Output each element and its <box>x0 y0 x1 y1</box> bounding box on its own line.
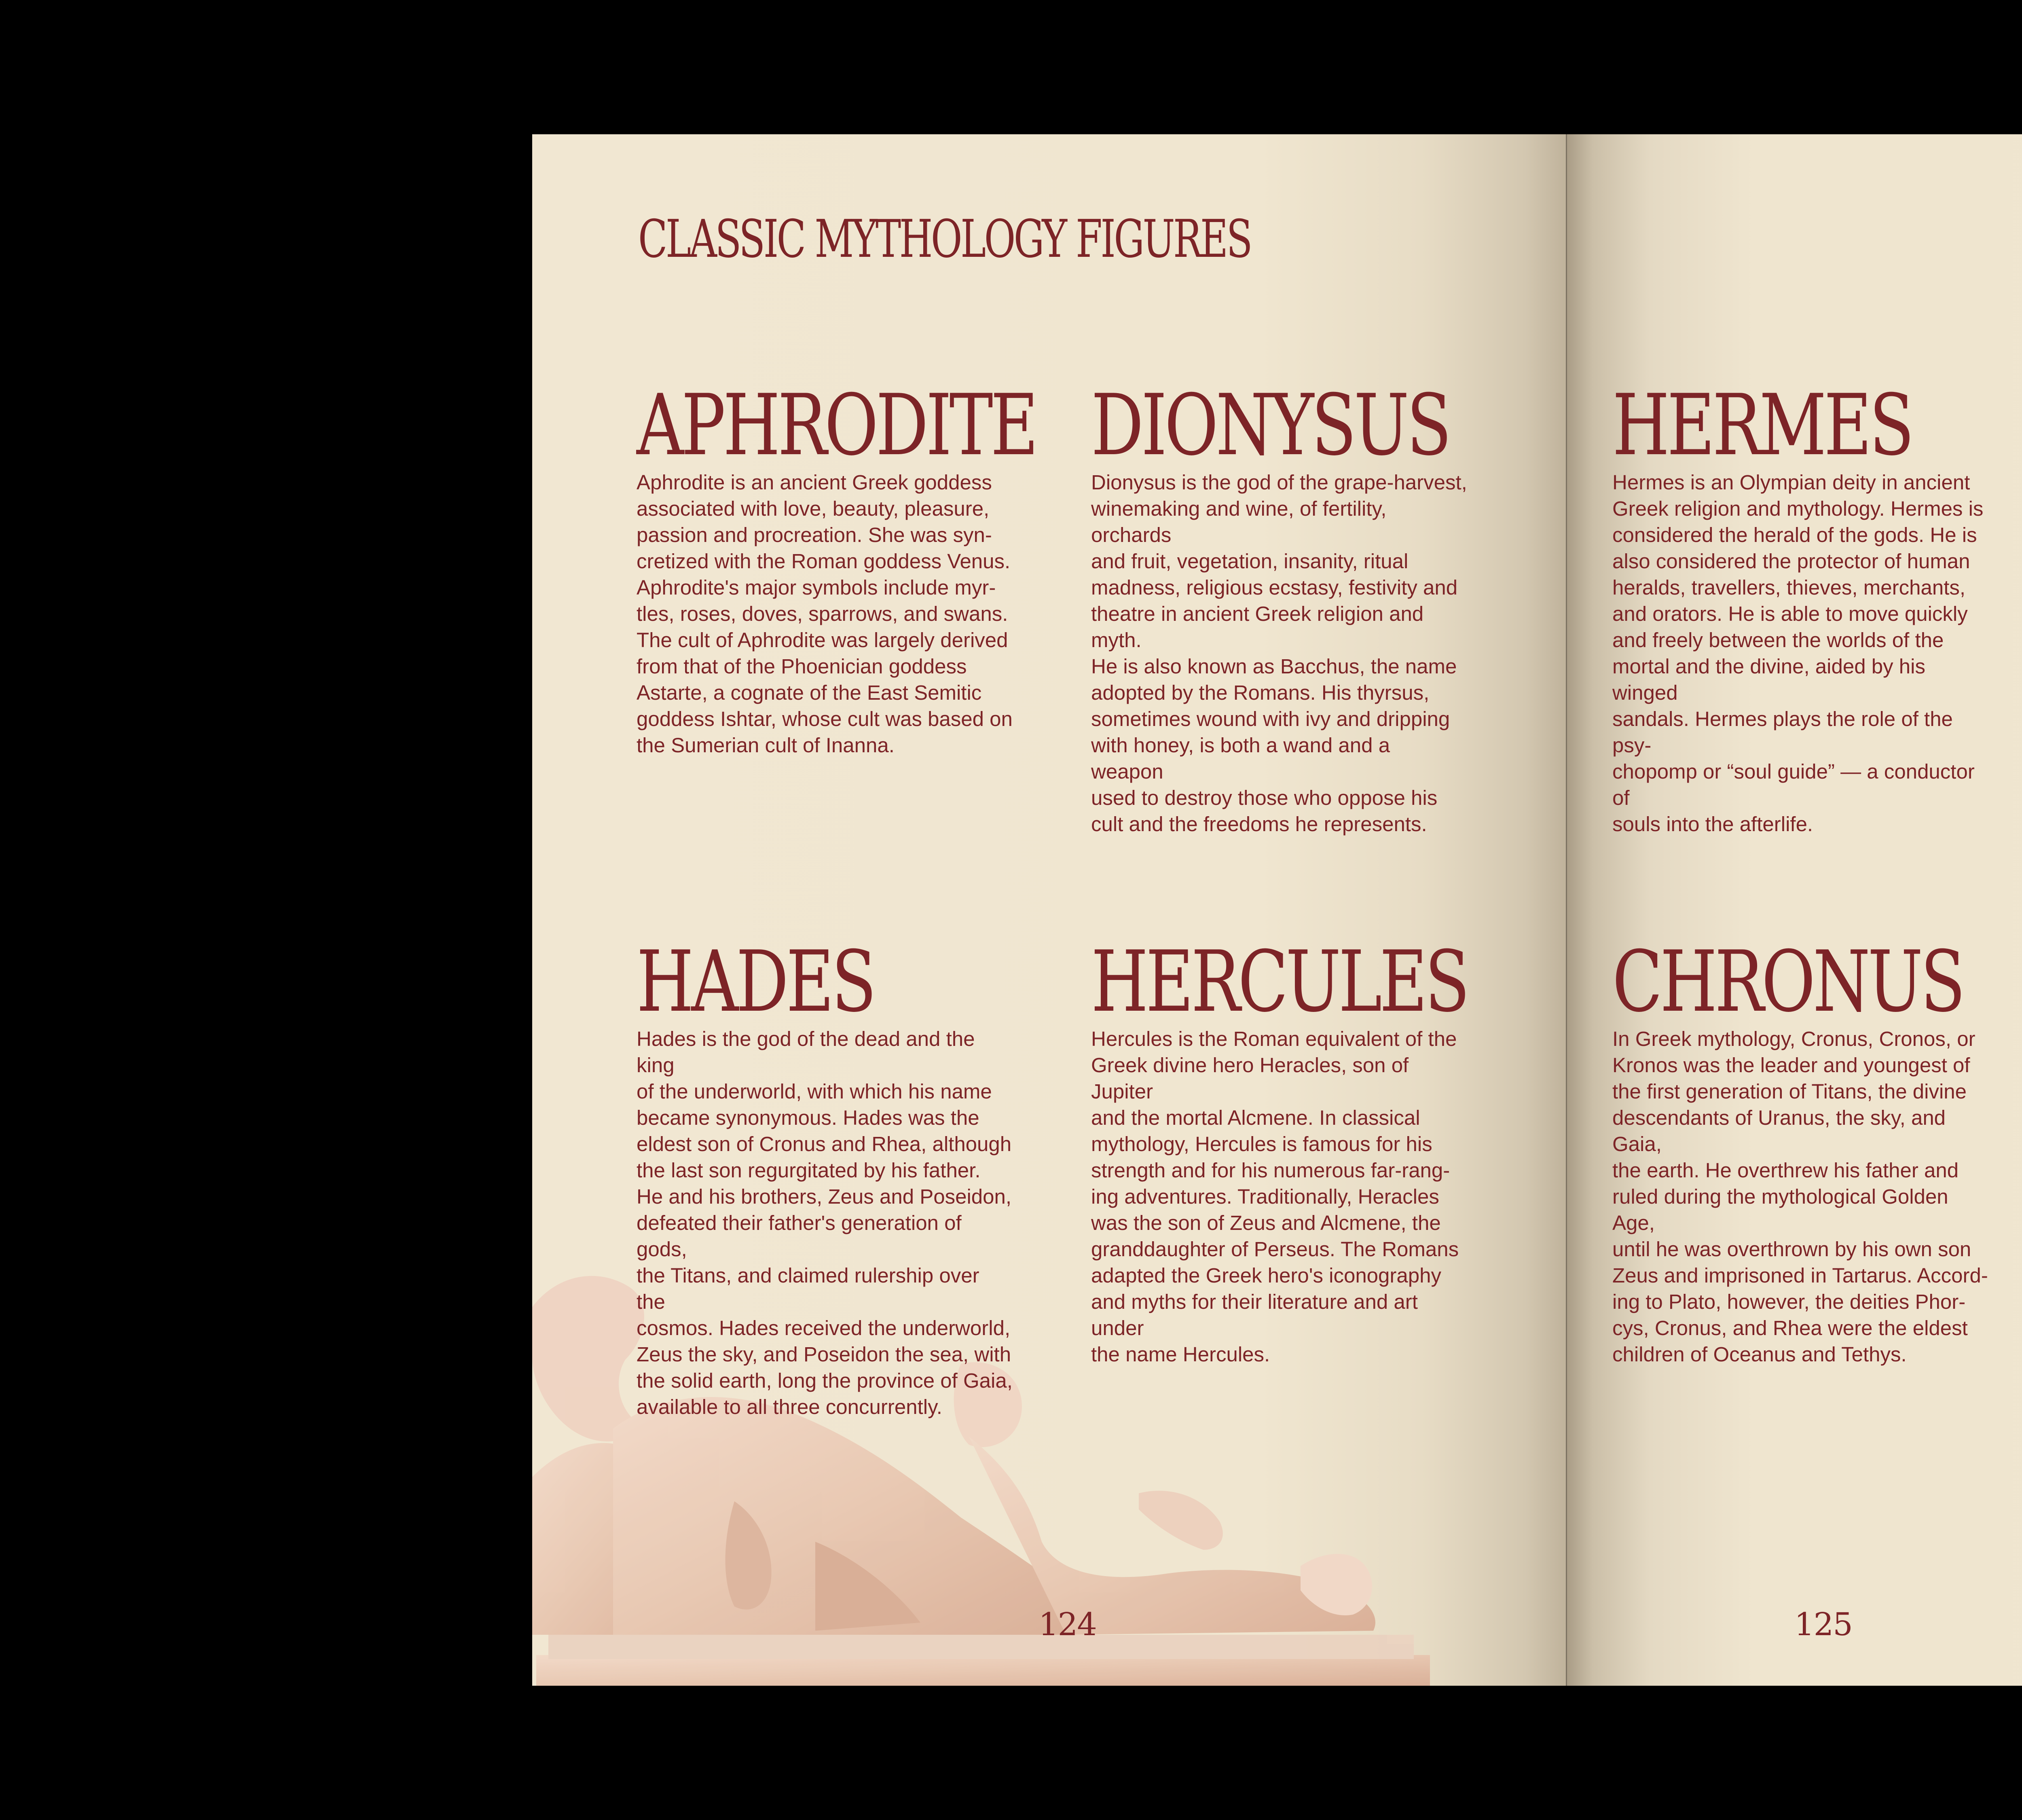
entry-heading: CHRONUS <box>1612 933 1963 1031</box>
entry-heading: DIONYSUS <box>1091 377 1449 474</box>
entry-heading: HERCULES <box>1091 933 1468 1031</box>
entry-chronus <box>1612 933 1988 1367</box>
section-title: CLASSIC MYTHOLOGY FIGURES <box>638 209 1251 269</box>
entry-body: Aphrodite is an ancient Greek goddess associated with love, beauty, pleasure, passion and procreation. She was syn- cretized with the Roman goddess Venus. Aphrodite's major symbols include myr- tles, roses, doves, sparrows, and swans. The cult of Aphrodite was largely derived from that of the Phoenician goddess Astarte, a cognate of the East Semitic goddess Ishtar, whose cult was based on the Sumerian cult of Inanna. <box>637 471 1013 757</box>
entry-heading: HERMES <box>1612 377 1912 474</box>
entry-body: In Greek mythology, Cronus, Cronos, or Kronos was the leader and youngest of the first generation of Titans, the divine descendants of Uranus, the sky, and Gaia, the earth. He overthrew his father and ruled during the mythological Golden Age, until he was overthrown by his own son Zeus and imprisoned in Tartarus. Accord- ing to Plato, however, the deities Phor- cys, Cronus, and Rhea were the eldest children of Oceanus and Tethys. <box>1612 1027 1988 1366</box>
entry-body: Dionysus is the god of the grape-harvest, winemaking and wine, of fertility, orchards and fruit, vegetation, insanity, ritual madness, religious ecstasy, festivity and theatre in ancient Greek religion and myth. He is also known as Bacchus, the name adopted by the Romans. His thyrsus, sometimes wound with ivy and dripping with honey, is both a wand and a weapon used to destroy those who oppose his cult and the freedoms he represents. <box>1091 471 1467 836</box>
book-spread <box>532 134 2022 1686</box>
entry-heading: HADES <box>637 933 874 1031</box>
left-page <box>532 134 1567 1686</box>
entry-body: Hercules is the Roman equivalent of the Greek divine hero Heracles, son of Jupiter and the mortal Alcmene. In classical mythology, Hercules is famous for his strength and for his numerous far-rang- ing adventures. Traditionally, Heracles was the son of Zeus and Alcmene, the granddaughter of Perseus. The Romans adapted the Greek hero's iconography and myths for their literature and art under the name Hercules. <box>1091 1027 1459 1366</box>
entry-heading: APHRODITE <box>637 377 1036 474</box>
page-number: 124 <box>1038 1606 1096 1643</box>
entry-aphrodite <box>637 377 1036 758</box>
entry-hermes <box>1612 377 1988 837</box>
entry-body: Hades is the god of the dead and the king of the underworld, with which his name became synonymous. Hades was the eldest son of Cronus and Rhea, although the last son regurgitated by his father. He and his brothers, Zeus and Poseidon, defeated their father's generation of gods, the Titans, and claimed rulership over the cosmos. Hades received the underworld, Zeus the sky, and Poseidon the sea, with the solid earth, long the province of Gaia, available to all three concurrently. <box>637 1027 1013 1418</box>
entry-dionysus <box>1091 377 1467 837</box>
entry-hades <box>637 933 1013 1420</box>
entry-body: Hermes is an Olympian deity in ancient Greek religion and mythology. Hermes is considered the herald of the gods. He is also considered the protector of human heralds, travellers, thieves, merchants, and orators. He is able to move quickly and freely between the worlds of the mortal and the divine, aided by his winged sandals. Hermes plays the role of the psy- chopomp or “soul guide” — a conductor of souls into the afterlife. <box>1612 471 1984 836</box>
entry-hercules <box>1091 933 1468 1367</box>
right-page <box>1567 134 2022 1686</box>
page-number: 125 <box>1794 1606 1852 1643</box>
